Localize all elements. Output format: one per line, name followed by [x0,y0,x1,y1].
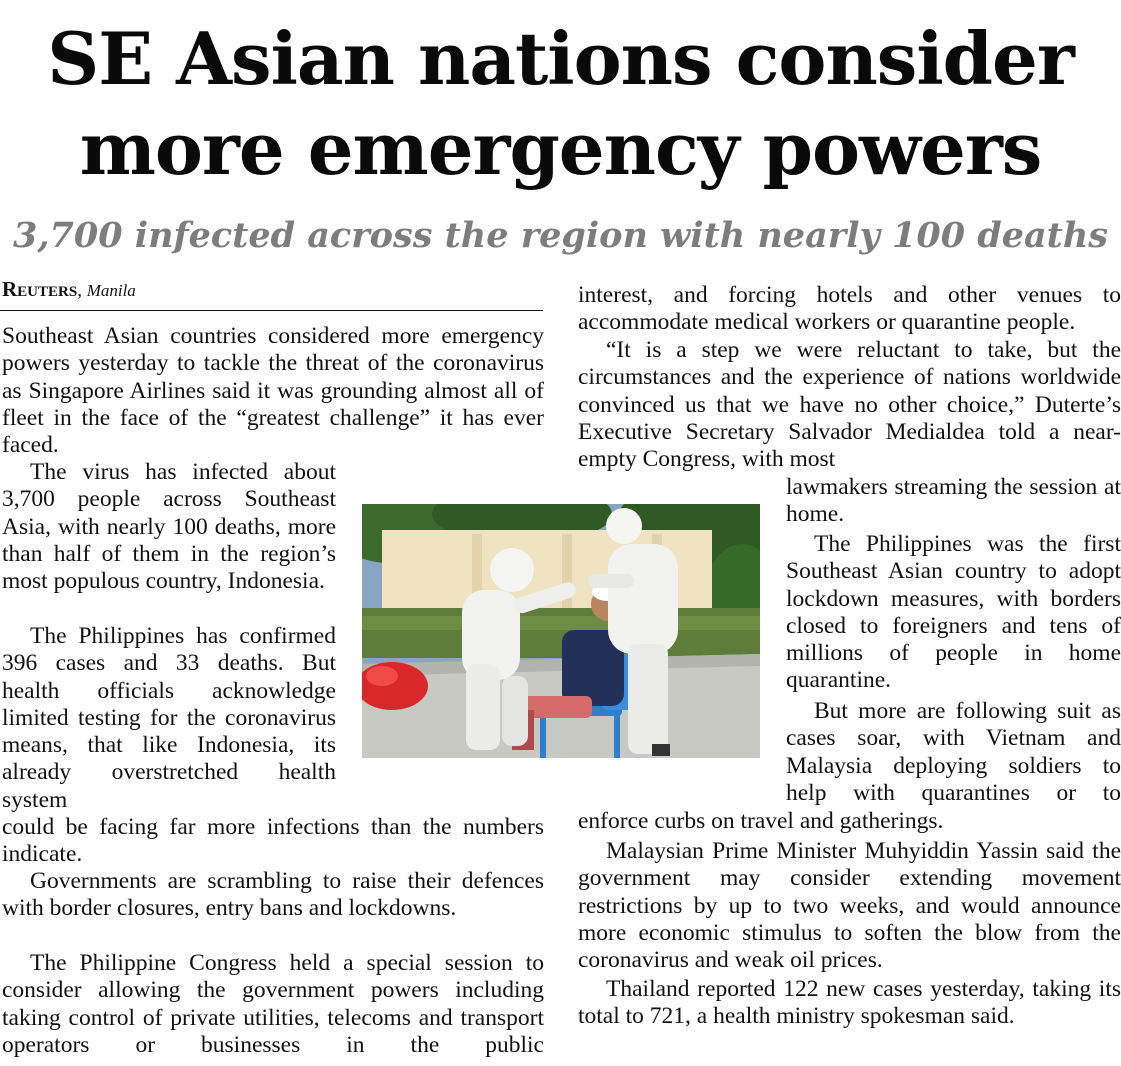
paragraph-4: Governments are scrambling to raise their defences with border closures, entry bans and lockdowns. [2,868,544,922]
paragraph-8-continued: enforce curbs on travel and gatherings. [578,808,944,834]
paragraph-3-continued: could be facing far more infections than the numbers indicate. [2,814,544,868]
paragraph-3-wrapped: The Philippines has confirmed 396 cases and 33 deaths. But health officials acknowledge limited testing for the coronavirus means, that like Indonesia, its already overstretched health system [2,623,336,813]
subheadline: 3,700 infected across the region with nearly 100 deaths [13,215,1108,256]
byline-location: Manila [86,281,136,300]
paragraph-1: Southeast Asian countries considered more emergency powers yesterday to tackle the threat of the coronavirus as Singapore Airlines said it was grounding almost all of fleet in the face of the “greatest challenge” it has ever faced. [2,323,544,459]
byline-separator: , [77,280,82,301]
paragraph-9: Malaysian Prime Minister Muhyiddin Yassin said the government may consider extending movement restrictions by up to two weeks, and would announce more economic stimulus to soften the blow from the coronavirus and weak oil prices. [578,838,1121,974]
paragraph-6: “It is a step we were reluctant to take, but the circumstances and the experience of nations worldwide convinced us that we have no other choice,” Duterte’s Executive Secretary Salvador Medialdea told a near-empty Congress, with most [578,337,1121,473]
byline-agency: Reuters [2,277,78,301]
paragraph-7: The Philippines was the first Southeast Asian country to adopt lockdown measures, with borders closed to foreigners and tens of millions of people in home quarantine. [786,531,1121,694]
photo-illustration [362,504,760,758]
paragraph-10: Thailand reported 122 new cases yesterday, taking its total to 721, a health ministry spokesman said. [578,976,1121,1030]
paragraph-6-continued: lawmakers streaming the session at home. [786,474,1121,528]
byline [2,276,542,302]
headline: SE Asian nations consider more emergency powers [47,16,1074,191]
paragraph-5-continued: interest, and forcing hotels and other venues to accommodate medical workers or quarantine people. [578,282,1121,336]
paragraph-2: The virus has infected about 3,700 people across Southeast Asia, with nearly 100 deaths, more than half of them in the region’s most populous country, Indonesia. [2,459,336,595]
health-workers-testing-photo [362,504,760,758]
paragraph-8: But more are following suit as cases soar, with Vietnam and Malaysia deploying soldiers to help with quarantines or to [786,698,1121,806]
paragraph-5: The Philippine Congress held a special session to consider allowing the government powers including taking control of private utilities, telecoms and transport operators or businesses in the public [2,950,544,1058]
byline-rule [0,310,543,311]
